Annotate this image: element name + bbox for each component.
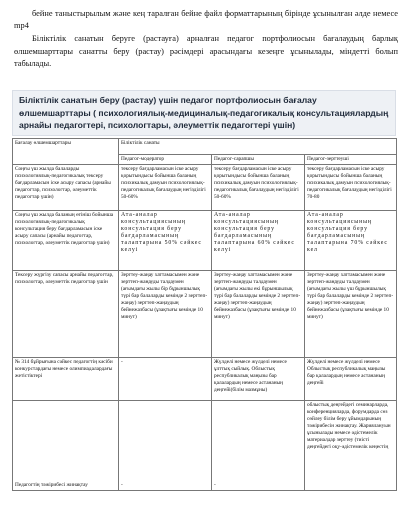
table-cell: Зерттеу-жаңау хаттамасымен және зерттеп-жаңауды талдаумен (ағымдағы жылы екі бұрыншылық түрі бар балаларды кемінде 2 зерттеп-жаңау) зерттеп-жаңаудың бейнежазбасы (ұзақтығы кемінде 10 минут) bbox=[212, 271, 305, 358]
table-row bbox=[13, 358, 397, 401]
table-cell: Ата-аналар консультациясының консультация беру бағдарламасының талаптарына 60% сәйкес келуі bbox=[212, 211, 305, 271]
table-row bbox=[13, 211, 397, 271]
intro-text bbox=[14, 8, 398, 70]
intro-paragraph-2: Біліктілік санатын беруге (растауға) арналған педагог портфолиосын бағалаудың барлық өлшемшарттары санатты беру (растау) рәсімдері арасындағы кезеңге ұсынылады, міндетті болып табылады. bbox=[14, 34, 398, 68]
table-cell: облыстық деңгейдегі семинарларда, конференцияларда, форумдарда сөз сөйлеу білім беру ұйымдарының тәжірибесін жинақтау. Жариялануын ұсынылады немесе әдістемелік материалдар зерттеу (тиісті деңгейдегі оқу-әдістемелік кеңестің bbox=[305, 401, 397, 491]
column-header: Педагог-модератор bbox=[119, 155, 212, 165]
criterion-cell: № 314 бұйрығына сәйкес педагогтің кәсіби конкурстардағы немесе олимпиадалардағы жетістіктері bbox=[13, 358, 119, 401]
table-header-row bbox=[13, 139, 397, 155]
criterion-cell: Тексеру жүргізу сапасы арнайы педагогтар, психологтар, әлеуметтік педагогтар үшін bbox=[13, 271, 119, 358]
table-row bbox=[13, 401, 397, 491]
table-cell: Жүлделі немесе жүлделі немесе Облыстық республикалық маңызы бар қалалардың немесе астананың деңгейі bbox=[305, 358, 397, 401]
criteria-header: Бағалау өлшемшарттары bbox=[13, 139, 119, 165]
category-header: Біліктілік санаты bbox=[119, 139, 397, 155]
table-row bbox=[13, 271, 397, 358]
table-cell: тексеру бағдарламасын іске асыру қорытындысы бойынша баланың психикалық дамуын психологиялық-педагогикалық бағалаудың негізділігі 70-80 bbox=[305, 165, 397, 211]
intro-paragraph-1: бейне таныстырылым және кең таралған бейне файл форматтарының бірінде ұсынылған әлде немесе mp4 bbox=[14, 9, 398, 31]
table-title: Біліктілік санатын беру (растау) үшін педагог портфолиосын бағалау өлшемшарттары ( психологиялық-медициналық-педагогикалық консультациялардың арнайы педагогтері, психологтары, әлеуметтік педагогтері үшін) bbox=[12, 90, 396, 136]
criterion-cell: Педагогтің тәжірибесі жинақтау bbox=[13, 401, 119, 491]
column-header: Педагог-сарапшы bbox=[212, 155, 305, 165]
table-cell: - bbox=[212, 401, 305, 491]
table-cell: тексеру бағдарламасын іске асыру қорытындысы бойынша баланың психикалық дамуын психологиялық-педагогикалық бағалаудың негізділігі 50-60% bbox=[212, 165, 305, 211]
table-row bbox=[13, 165, 397, 211]
table-cell: Ата-аналар консультациясының консультация беру бағдарламасының талаптарына 50% сәйкес келуі bbox=[119, 211, 212, 271]
column-header: Педагог-зерттеуші bbox=[305, 155, 397, 165]
table-cell: Ата-аналар консультациясының консультация беру бағдарламасының талаптарына 70% сәйкес кел bbox=[305, 211, 397, 271]
table-cell: Зерттеу-жаңау хаттамасымен және зерттеп-жаңауды талдаумен (ағымдағы жылы бір бұрыншылық түрі бар балаларды кемінде 2 зерттеп-жаңау) зерттеп-жаңаудың бейнежазбасы (ұзақтығы кемінде 10 минут) bbox=[119, 271, 212, 358]
table-cell: тексеру бағдарламасын іске асыру қорытындысы бойынша баланың психикалық дамуын психологиялық-педагогикалық бағалаудың негізділігі 50-60% bbox=[119, 165, 212, 211]
criterion-cell: Соңғы үш жылда балаларды психологиялық-педагогикалық тексеру бағдарламасын іске асыру сапасы (арнайы педагогтар, психологтар, әлеуметтік педагогтар үшін) bbox=[13, 165, 119, 211]
table-cell: - bbox=[119, 358, 212, 401]
assessment-table bbox=[12, 138, 397, 491]
table-cell: - bbox=[119, 401, 212, 491]
table-cell: Зерттеу-жаңау хаттамасымен және зерттеп-жаңауды талдаумен (ағымдағы жылы үш бұрыншылық түрі бар балаларды кемінде 2 зерттеп-жаңау) зерттеп-жаңаудың бейнежазбасы (ұзақтығы кемінде 10 минут) bbox=[305, 271, 397, 358]
criterion-cell: Соңғы үш жылда баланың өтініш бойынша психологиялық-педагогикалық консультация беру бағдарламасын іске асыру сапасы (арнайы педагогтар, психологтар, әлеуметтік педагогтар үшін) bbox=[13, 211, 119, 271]
table-cell: Жүлделі немесе жүлделі немесе ұлттық сыйлық. Облыстық республикалық маңызы бар қалалардың немесе астананың деңгейі(білім мазмұны) bbox=[212, 358, 305, 401]
